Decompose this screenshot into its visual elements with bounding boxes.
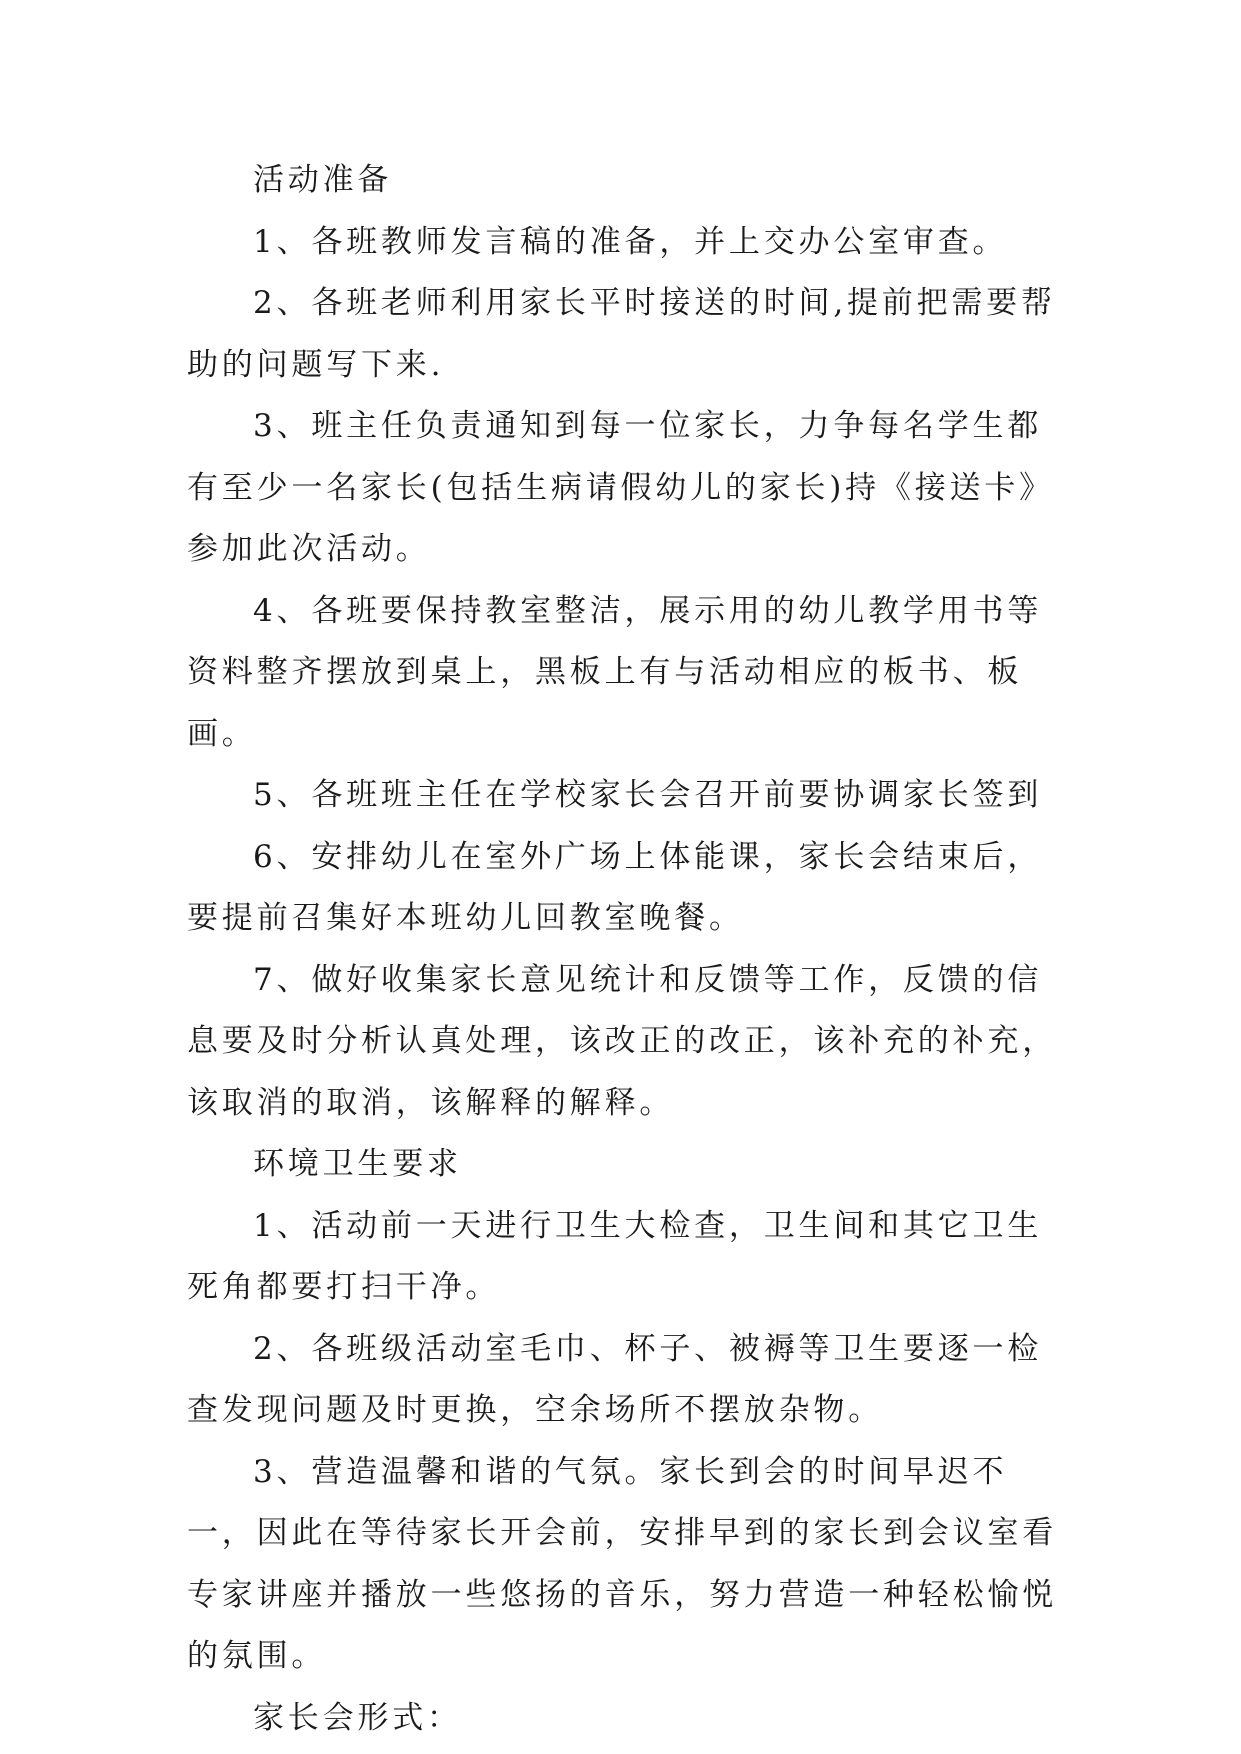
- paragraph-prep-item-2: 2、各班老师利用家长平时接送的时间,提前把需要帮助的问题写下来.: [187, 285, 1056, 383]
- section-heading-environment-hygiene: 环境卫生要求: [253, 1146, 462, 1182]
- paragraph-prep-item-5: 5、各班班主任在学校家长会召开前要协调家长签到: [253, 777, 1043, 813]
- paragraph-hygiene-item-3: 3、营造温馨和谐的气氛。家长到会的时间早迟不一，因此在等待家长开会前，安排早到的家长到会议室看专家讲座并播放一些悠扬的音乐，努力营造一种轻松愉悦的氛围。: [187, 1453, 1057, 1674]
- paragraph-prep-item-4: 4、各班要保持教室整洁，展示用的幼儿教学用书等资料整齐摆放到桌上，黑板上有与活动相应的板书、板画。: [187, 592, 1043, 752]
- paragraph-prep-item-1: 1、各班教师发言稿的准备，并上交办公室审查。: [253, 223, 1008, 260]
- paragraph-prep-item-6: 6、安排幼儿在室外广场上体能课，家长会结束后，要提前召集好本班幼儿回教室晚餐。: [187, 838, 1043, 936]
- paragraph-hygiene-item-2: 2、各班级活动室毛巾、杯子、被褥等卫生要逐一检查发现问题及时更换，空余场所不摆放杂物。: [187, 1330, 1043, 1428]
- section-heading-meeting-format: 家长会形式：: [253, 1699, 462, 1736]
- section-heading-activity-preparation: 活动准备: [253, 162, 393, 198]
- document-body: [187, 150, 1067, 1749]
- paragraph-hygiene-item-1: 1、活动前一天进行卫生大检查，卫生间和其它卫生死角都要打扫干净。: [187, 1207, 1043, 1305]
- paragraph-prep-item-7: 7、做好收集家长意见统计和反馈等工作，反馈的信息要及时分析认真处理，该改正的改正，该补充的补充，该取消的取消，该解释的解释。: [187, 961, 1057, 1121]
- paragraph-prep-item-3: 3、班主任负责通知到每一位家长，力争每名学生都有至少一名家长(包括生病请假幼儿的家长)持《接送卡》参加此次活动。: [187, 408, 1054, 567]
